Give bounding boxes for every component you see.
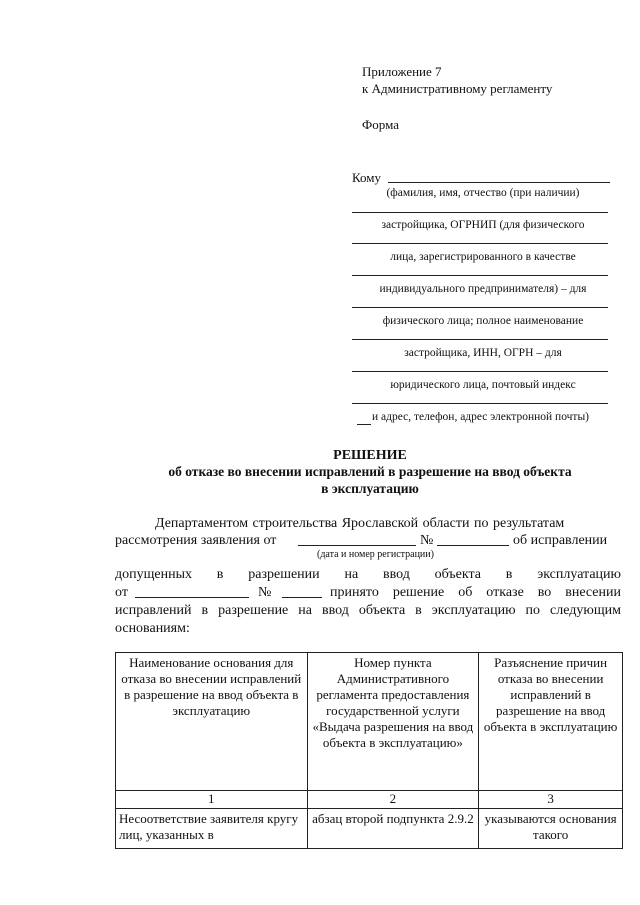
recipient-hint-6: застройщика, ИНН, ОГРН – для	[404, 347, 562, 359]
body-line-3: допущенных в разрешении на ввод объекта в эксплуатацию	[115, 567, 621, 582]
recipient-line-4	[352, 275, 608, 276]
date-blank-line	[298, 545, 416, 546]
to-label: Кому	[352, 170, 382, 185]
appendix-number: Приложение 7	[362, 64, 442, 79]
date-blank-line-2	[135, 597, 249, 598]
table-col-number-3: 3	[479, 791, 623, 809]
number-blank-line-2	[282, 597, 322, 598]
recipient-line-8	[352, 403, 608, 404]
recipient-hint-8: и адрес, телефон, адрес электронной почты)	[372, 411, 590, 423]
recipient-line-5	[352, 307, 608, 308]
body-line-2-no: №	[420, 533, 434, 548]
number-blank-line	[437, 545, 509, 546]
body-line-4a: от	[115, 585, 128, 600]
table-header-clause: Номер пункта Административного регламента предоставления государственной услуги «Выдача разрешения на ввод объекта в эксплуатацию»	[307, 653, 479, 791]
body-line-5: исправлений в разрешение на ввод объекта в эксплуатацию по следующим	[115, 603, 621, 618]
table-col-number-2: 2	[307, 791, 479, 809]
recipient-hint-5: физического лица; полное наименование	[382, 315, 584, 327]
table-row1-explanation: указываются основания такого	[479, 809, 623, 849]
recipient-hint-7: юридического лица, почтовый индекс	[390, 379, 576, 391]
recipient-hint-4: индивидуального предпринимателя) – для	[379, 283, 587, 295]
body-line-4-no: №	[258, 585, 272, 600]
body-line-4b: принято решение об отказе во внесении	[330, 585, 621, 600]
body-line-1: Департаментом строительства Ярославской области по результатам	[155, 516, 565, 531]
body-line-2b: об исправлении	[513, 533, 608, 548]
recipient-line-7	[352, 371, 608, 372]
table-row1-clause: абзац второй подпункта 2.9.2	[307, 809, 479, 849]
recipient-hint-1: (фамилия, имя, отчество (при наличии)	[386, 187, 580, 199]
recipient-line-6	[352, 339, 608, 340]
recipient-blank-line	[388, 182, 610, 183]
table-row1-reason: Несоответствие заявителя кругу лиц, указанных в	[116, 809, 308, 849]
body-line-2a: рассмотрения заявления от	[115, 533, 277, 548]
body-line-6: основаниям:	[115, 621, 190, 636]
form-label: Форма	[362, 117, 399, 132]
table-col-number-1: 1	[116, 791, 308, 809]
recipient-line-8b	[357, 424, 371, 425]
decision-subtitle-2: в эксплуатацию	[321, 481, 419, 496]
decision-title: РЕШЕНИЕ	[333, 448, 407, 463]
appendix-reglament: к Административному регламенту	[362, 81, 553, 96]
date-number-hint: (дата и номер регистрации)	[317, 549, 434, 560]
recipient-line-3	[352, 243, 608, 244]
table-header-explanation: Разъяснение причин отказа во внесении исправлений в разрешение на ввод объекта в эксплуатацию	[479, 653, 623, 791]
recipient-hint-2: застройщика, ОГРНИП (для физического	[381, 219, 585, 231]
reasons-table	[115, 652, 623, 849]
recipient-line-2	[352, 212, 608, 213]
decision-subtitle-1: об отказе во внесении исправлений в разрешение на ввод объекта	[168, 464, 572, 479]
table-header-reason: Наименование основания для отказа во внесении исправлений в разрешение на ввод объекта в эксплуатацию	[116, 653, 308, 791]
recipient-hint-3: лица, зарегистрированного в качестве	[390, 251, 576, 263]
